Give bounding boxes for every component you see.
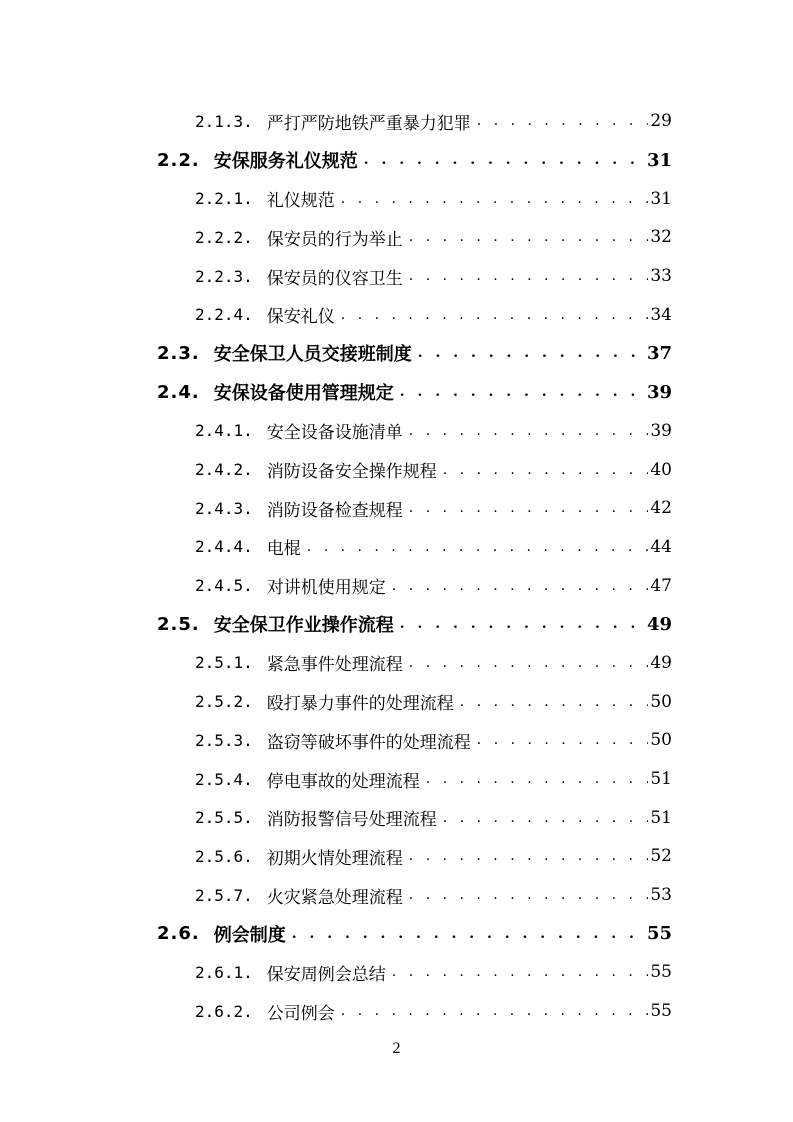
toc-entry-title: 消防设备安全操作规程 bbox=[266, 462, 437, 483]
dot-leader bbox=[386, 964, 648, 980]
toc-entry-page: 39 bbox=[650, 420, 672, 441]
toc-entry-number: 2.5.7. bbox=[195, 885, 253, 905]
toc-entry-title: 消防设备检查规程 bbox=[266, 500, 403, 521]
dot-leader bbox=[471, 113, 648, 129]
toc-entry-page: 31 bbox=[650, 188, 672, 209]
dot-leader bbox=[471, 732, 648, 748]
dot-leader bbox=[394, 616, 647, 632]
toc-entry-page: 39 bbox=[646, 381, 672, 403]
toc-entry-title: 火灾紧急处理流程 bbox=[266, 887, 403, 908]
toc-entry-number: 2.2.2. bbox=[195, 227, 253, 247]
toc-entry[interactable] bbox=[195, 566, 672, 605]
toc-entry-title: 安全保卫作业操作流程 bbox=[213, 615, 394, 637]
toc-entry-number: 2.4.2. bbox=[195, 460, 253, 480]
toc-entry-number: 2.2.1. bbox=[195, 189, 253, 209]
toc-entry[interactable] bbox=[195, 760, 672, 799]
toc-entry-page: 50 bbox=[650, 691, 672, 712]
dot-leader bbox=[403, 848, 648, 864]
toc-entry[interactable] bbox=[195, 721, 672, 760]
toc-entry-page: 49 bbox=[646, 613, 672, 635]
toc-section-entry[interactable] bbox=[157, 141, 672, 180]
toc-entry[interactable] bbox=[195, 412, 672, 451]
toc-entry-number: 2.3. bbox=[157, 342, 200, 364]
toc-entry[interactable] bbox=[195, 528, 672, 567]
toc-entry-page: 51 bbox=[650, 769, 672, 790]
toc-entry-title: 保安周例会总结 bbox=[266, 964, 386, 985]
toc-entry-page: 47 bbox=[650, 575, 672, 596]
dot-leader bbox=[286, 926, 647, 942]
toc-entry-page: 53 bbox=[650, 885, 672, 906]
toc-entry-title: 严打严防地铁严重暴力犯罪 bbox=[266, 113, 471, 134]
toc-entry-page: 49 bbox=[650, 652, 672, 673]
toc-entry-title: 电棍 bbox=[266, 539, 301, 560]
toc-entry[interactable] bbox=[195, 295, 672, 334]
toc-entry[interactable] bbox=[195, 257, 672, 296]
toc-entry-number: 2.5.6. bbox=[195, 846, 253, 866]
toc-entry-page: 40 bbox=[650, 459, 672, 480]
toc-entry-number: 2.1.3. bbox=[195, 111, 253, 131]
toc-entry-title: 例会制度 bbox=[213, 924, 286, 946]
toc-entry-page: 34 bbox=[650, 304, 672, 325]
toc-entry[interactable] bbox=[195, 992, 672, 1031]
toc-entry-number: 2.5.3. bbox=[195, 730, 253, 750]
toc-entry-title: 紧急事件处理流程 bbox=[266, 655, 403, 676]
toc-entry-number: 2.5.5. bbox=[195, 808, 253, 828]
toc-entry-title: 安全保卫人员交接班制度 bbox=[213, 344, 412, 366]
toc-entry-title: 安保服务礼仪规范 bbox=[213, 151, 358, 173]
toc-entry-page: 29 bbox=[650, 111, 672, 132]
toc-section-entry[interactable] bbox=[157, 914, 672, 953]
toc-entry-number: 2.2.3. bbox=[195, 266, 253, 286]
dot-leader bbox=[335, 307, 648, 323]
toc-entry-page: 55 bbox=[650, 1001, 672, 1022]
toc-entry-page: 33 bbox=[650, 266, 672, 287]
dot-leader bbox=[412, 345, 647, 361]
toc-section-entry[interactable] bbox=[157, 605, 672, 644]
toc-entry-title: 停电事故的处理流程 bbox=[266, 771, 420, 792]
dot-leader bbox=[301, 539, 648, 555]
toc-entry-number: 2.4.1. bbox=[195, 421, 253, 441]
toc-entry-title: 安全设备设施清单 bbox=[266, 423, 403, 444]
toc-entry-number: 2.6.1. bbox=[195, 962, 253, 982]
toc-entry[interactable] bbox=[195, 102, 672, 141]
dot-leader bbox=[403, 423, 648, 439]
dot-leader bbox=[403, 887, 648, 903]
dot-leader bbox=[335, 1003, 648, 1019]
toc-entry-number: 2.6.2. bbox=[195, 1001, 253, 1021]
toc-entry-title: 殴打暴力事件的处理流程 bbox=[266, 694, 454, 715]
dot-leader bbox=[437, 810, 648, 826]
toc-entry-title: 盗窃等破坏事件的处理流程 bbox=[266, 732, 471, 753]
dot-leader bbox=[403, 268, 648, 284]
toc-entry-page: 32 bbox=[650, 227, 672, 248]
toc-entry-number: 2.2. bbox=[157, 149, 200, 171]
toc-entry-title: 对讲机使用规定 bbox=[266, 578, 386, 599]
toc-entry-title: 保安礼仪 bbox=[266, 307, 335, 328]
toc-entry-number: 2.5.4. bbox=[195, 769, 253, 789]
toc-entry[interactable] bbox=[195, 450, 672, 489]
toc-entry-number: 2.2.4. bbox=[195, 305, 253, 325]
toc-entry-number: 2.5.1. bbox=[195, 653, 253, 673]
dot-leader bbox=[335, 191, 648, 207]
toc-entry[interactable] bbox=[195, 837, 672, 876]
dot-leader bbox=[358, 152, 647, 168]
toc-section-entry[interactable] bbox=[157, 334, 672, 373]
toc-entry[interactable] bbox=[195, 644, 672, 683]
toc-entry-number: 2.6. bbox=[157, 923, 200, 945]
toc-entry-page: 52 bbox=[650, 846, 672, 867]
toc-entry[interactable] bbox=[195, 682, 672, 721]
table-of-contents bbox=[0, 102, 793, 1031]
dot-leader bbox=[420, 771, 648, 787]
toc-entry[interactable] bbox=[195, 798, 672, 837]
dot-leader bbox=[403, 229, 648, 245]
toc-entry-page: 51 bbox=[650, 807, 672, 828]
toc-entry-number: 2.4.4. bbox=[195, 537, 253, 557]
dot-leader bbox=[403, 500, 648, 516]
dot-leader bbox=[437, 462, 648, 478]
toc-entry[interactable] bbox=[195, 179, 672, 218]
toc-entry-page: 44 bbox=[650, 536, 672, 557]
toc-entry-page: 42 bbox=[650, 498, 672, 519]
toc-entry-title: 安保设备使用管理规定 bbox=[213, 383, 394, 405]
dot-leader bbox=[394, 384, 647, 400]
toc-entry[interactable] bbox=[195, 489, 672, 528]
toc-entry-number: 2.5.2. bbox=[195, 692, 253, 712]
toc-entry-number: 2.4. bbox=[157, 381, 200, 403]
page-number: 2 bbox=[392, 1040, 401, 1057]
toc-entry-page: 31 bbox=[646, 149, 672, 171]
dot-leader bbox=[386, 578, 648, 594]
toc-entry-title: 初期火情处理流程 bbox=[266, 848, 403, 869]
toc-entry-title: 消防报警信号处理流程 bbox=[266, 810, 437, 831]
toc-entry-number: 2.4.3. bbox=[195, 498, 253, 518]
toc-entry-title: 公司例会 bbox=[266, 1003, 335, 1024]
toc-entry-page: 55 bbox=[646, 923, 672, 945]
dot-leader bbox=[454, 694, 648, 710]
toc-entry-number: 2.5. bbox=[157, 613, 200, 635]
toc-entry-title: 保安员的仪容卫生 bbox=[266, 268, 403, 289]
toc-entry-page: 37 bbox=[646, 342, 672, 364]
toc-entry-title: 礼仪规范 bbox=[266, 191, 335, 212]
toc-entry-page: 50 bbox=[650, 730, 672, 751]
toc-entry[interactable] bbox=[195, 953, 672, 992]
toc-entry-page: 55 bbox=[650, 962, 672, 983]
dot-leader bbox=[403, 655, 648, 671]
toc-entry[interactable] bbox=[195, 876, 672, 915]
toc-entry-number: 2.4.5. bbox=[195, 576, 253, 596]
toc-section-entry[interactable] bbox=[157, 373, 672, 412]
toc-entry[interactable] bbox=[195, 218, 672, 257]
toc-entry-title: 保安员的行为举止 bbox=[266, 229, 403, 250]
